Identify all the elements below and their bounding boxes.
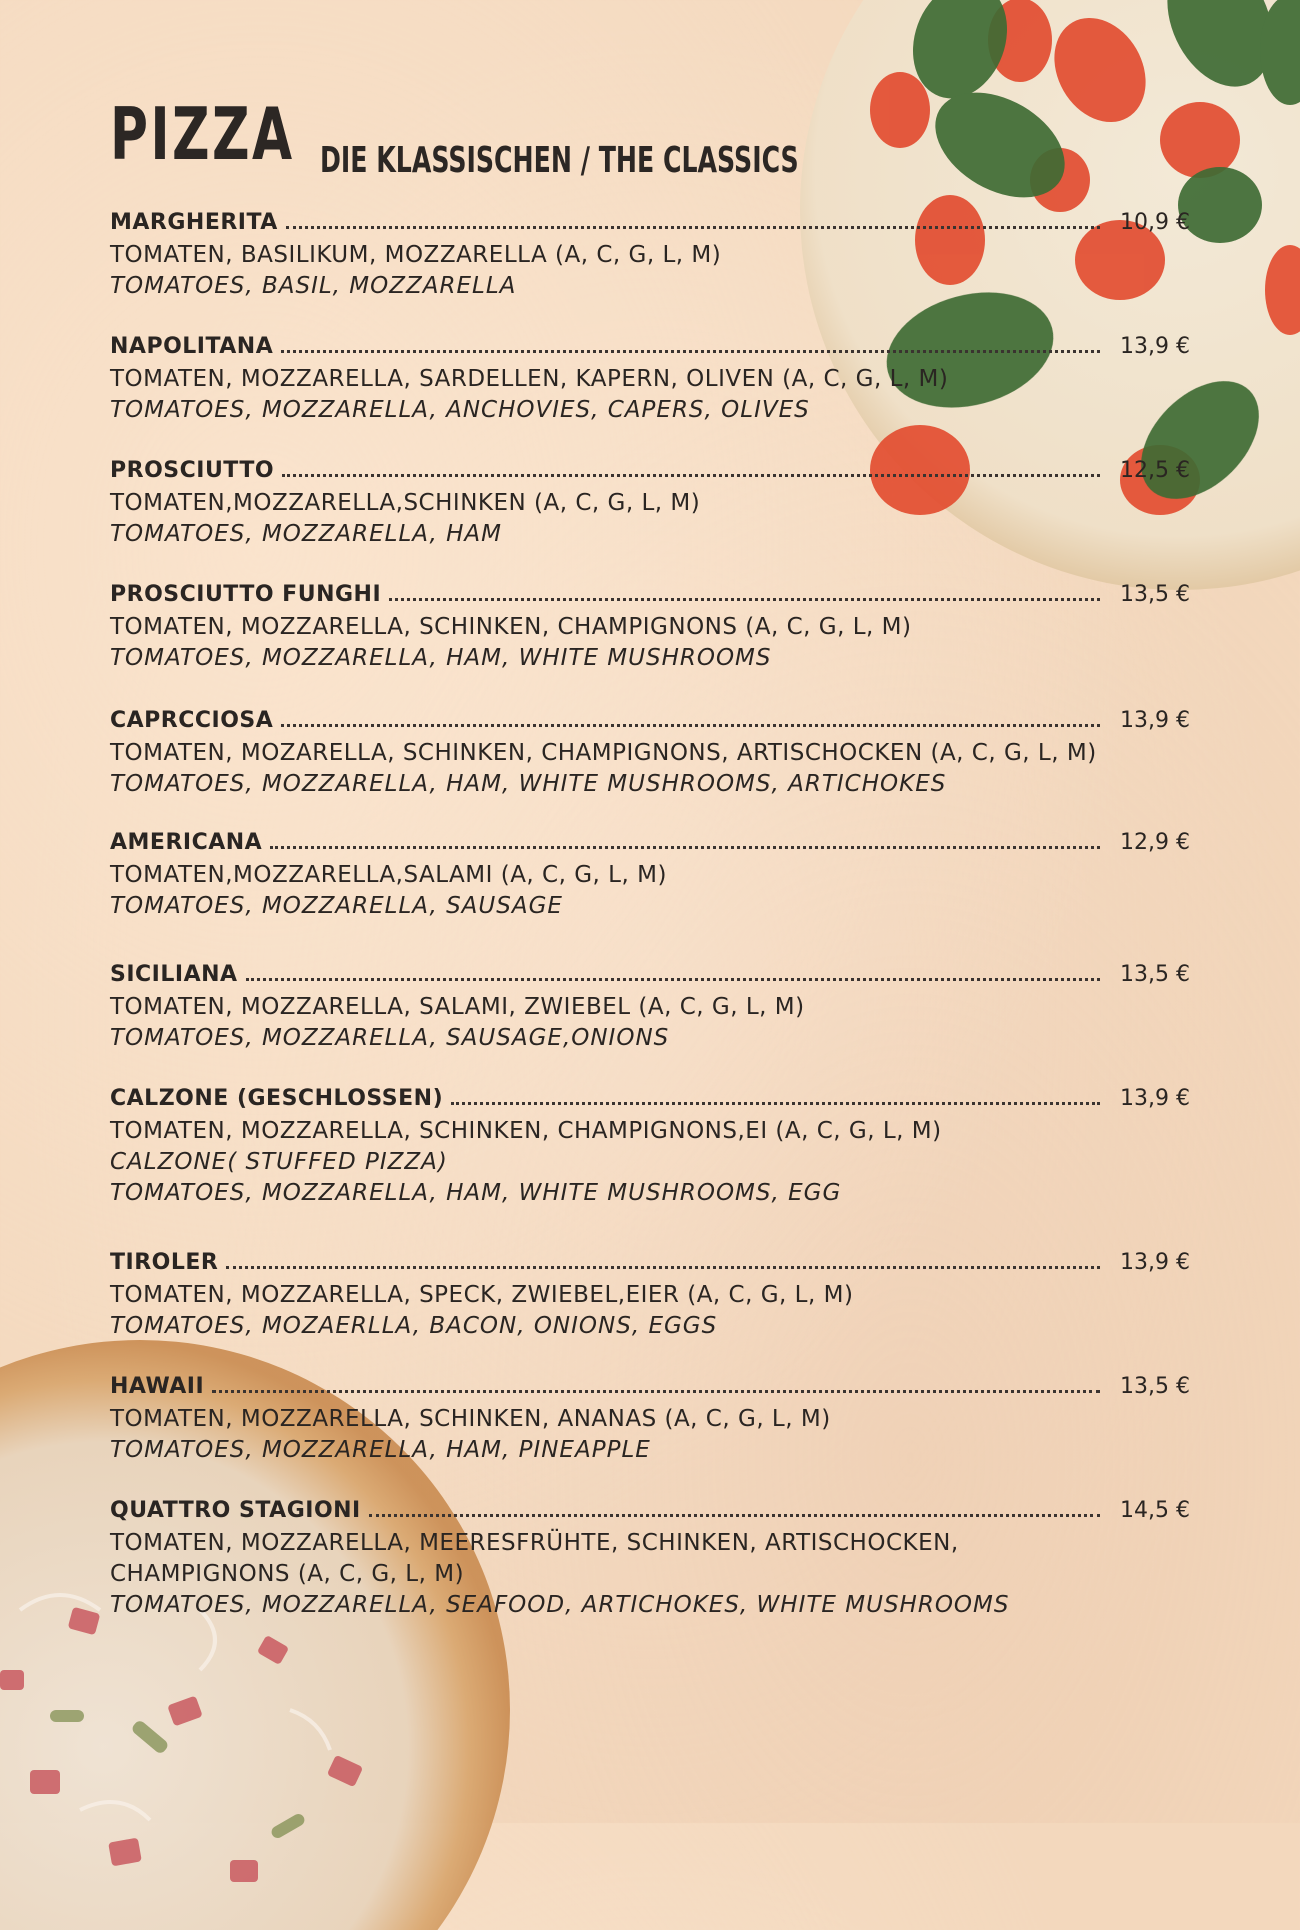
- item-price: 10,9 €: [1120, 210, 1190, 235]
- item-ingredients-en: TOMATOES, MOZAERLLA, BACON, ONIONS, EGGS: [110, 1313, 718, 1339]
- menu-item-tiroler: [110, 1250, 1190, 1342]
- leader-dots: [451, 1101, 1100, 1105]
- item-ingredients-de: TOMATEN, MOZZARELLA, SCHINKEN, ANANAS (A, C, G, L, M): [110, 1406, 831, 1432]
- menu-item-margherita: [110, 210, 1190, 302]
- menu-item-caprcciosa: [110, 708, 1190, 800]
- leader-dots: [286, 225, 1100, 229]
- item-ingredients-en: TOMATOES, MOZZARELLA, HAM, WHITE MUSHROOMS, EGG: [110, 1180, 842, 1206]
- item-name: AMERICANA: [110, 830, 263, 855]
- item-price: 13,5 €: [1120, 962, 1190, 987]
- item-ingredients-de: TOMATEN, MOZZARELLA, SCHINKEN, CHAMPIGNONS,EI (A, C, G, L, M): [110, 1118, 942, 1144]
- leader-dots: [270, 845, 1100, 849]
- leader-dots: [226, 1265, 1100, 1269]
- item-name: PROSCIUTTO: [110, 458, 275, 483]
- item-price: 13,9 €: [1120, 1250, 1190, 1275]
- item-price: 12,9 €: [1120, 830, 1190, 855]
- item-ingredients-en: TOMATOES, MOZZARELLA, HAM: [110, 521, 502, 547]
- item-ingredients-en: TOMATOES, MOZZARELLA, HAM, WHITE MUSHROOMS, ARTICHOKES: [110, 771, 947, 797]
- menu-item-prosciutto-funghi: [110, 582, 1190, 674]
- menu-item-quattro-stagioni: [110, 1498, 1190, 1621]
- leader-dots: [369, 1513, 1100, 1517]
- item-ingredients-de: TOMATEN, MOZZARELLA, SALAMI, ZWIEBEL (A, C, G, L, M): [110, 994, 805, 1020]
- leader-dots: [212, 1389, 1100, 1393]
- item-name: TIROLER: [110, 1250, 219, 1275]
- menu-subtitle: DIE KLASSISCHEN / THE CLASSICS: [320, 140, 799, 181]
- menu-header: [110, 92, 799, 181]
- item-name: CALZONE (GESCHLOSSEN): [110, 1086, 444, 1111]
- item-ingredients-de: TOMATEN, MOZZARELLA, MEERESFRÜHTE, SCHINKEN, ARTISCHOCKEN,: [110, 1530, 959, 1556]
- item-price: 13,5 €: [1120, 582, 1190, 607]
- menu-item-prosciutto: [110, 458, 1190, 550]
- item-ingredients-en: TOMATOES, MOZZARELLA, HAM, WHITE MUSHROOMS: [110, 645, 772, 671]
- item-name: PROSCIUTTO FUNGHI: [110, 582, 382, 607]
- item-ingredients-en: TOMATOES, BASIL, MOZZARELLA: [110, 273, 517, 299]
- leader-dots: [246, 977, 1100, 981]
- item-name: SICILIANA: [110, 962, 238, 987]
- item-ingredients-de: TOMATEN,MOZZARELLA,SALAMI (A, C, G, L, M): [110, 862, 667, 888]
- item-ingredients-de: TOMATEN, BASILIKUM, MOZZARELLA (A, C, G, L, M): [110, 242, 722, 268]
- item-price: 13,5 €: [1120, 1374, 1190, 1399]
- item-ingredients-en: TOMATOES, MOZZARELLA, SEAFOOD, ARTICHOKES, WHITE MUSHROOMS: [110, 1592, 1010, 1618]
- item-ingredients-de: TOMATEN, MOZZARELLA, SCHINKEN, CHAMPIGNONS (A, C, G, L, M): [110, 614, 912, 640]
- menu-item-hawaii: [110, 1374, 1190, 1466]
- item-name: CAPRCCIOSA: [110, 708, 274, 733]
- item-ingredients-de: TOMATEN, MOZZARELLA, SPECK, ZWIEBEL,EIER (A, C, G, L, M): [110, 1282, 854, 1308]
- item-price: 13,9 €: [1120, 708, 1190, 733]
- menu-title: PIZZA: [110, 92, 295, 176]
- leader-dots: [281, 723, 1100, 727]
- item-ingredients-de: TOMATEN, MOZZARELLA, SARDELLEN, KAPERN, OLIVEN (A, C, G, L, M): [110, 366, 949, 392]
- item-ingredients-en: TOMATOES, MOZZARELLA, ANCHOVIES, CAPERS, OLIVES: [110, 397, 810, 423]
- leader-dots: [282, 473, 1100, 477]
- item-ingredients-en: CALZONE( STUFFED PIZZA): [110, 1149, 448, 1175]
- item-name: QUATTRO STAGIONI: [110, 1498, 361, 1523]
- menu-item-siciliana: [110, 962, 1190, 1054]
- item-ingredients-de: CHAMPIGNONS (A, C, G, L, M): [110, 1561, 465, 1587]
- item-ingredients-en: TOMATOES, MOZZARELLA, HAM, PINEAPPLE: [110, 1437, 651, 1463]
- menu-item-calzone: [110, 1086, 1190, 1209]
- item-ingredients-en: TOMATOES, MOZZARELLA, SAUSAGE: [110, 893, 563, 919]
- item-price: 13,9 €: [1120, 334, 1190, 359]
- item-ingredients-de: TOMATEN, MOZARELLA, SCHINKEN, CHAMPIGNONS, ARTISCHOCKEN (A, C, G, L, M): [110, 740, 1097, 766]
- item-price: 12,5 €: [1120, 458, 1190, 483]
- item-name: MARGHERITA: [110, 210, 278, 235]
- menu-item-americana: [110, 830, 1190, 922]
- item-price: 13,9 €: [1120, 1086, 1190, 1111]
- leader-dots: [281, 349, 1100, 353]
- item-name: NAPOLITANA: [110, 334, 274, 359]
- leader-dots: [389, 597, 1100, 601]
- item-price: 14,5 €: [1120, 1498, 1190, 1523]
- item-name: HAWAII: [110, 1374, 205, 1399]
- menu-item-napolitana: [110, 334, 1190, 426]
- item-ingredients-de: TOMATEN,MOZZARELLA,SCHINKEN (A, C, G, L, M): [110, 490, 701, 516]
- item-ingredients-en: TOMATOES, MOZZARELLA, SAUSAGE,ONIONS: [110, 1025, 670, 1051]
